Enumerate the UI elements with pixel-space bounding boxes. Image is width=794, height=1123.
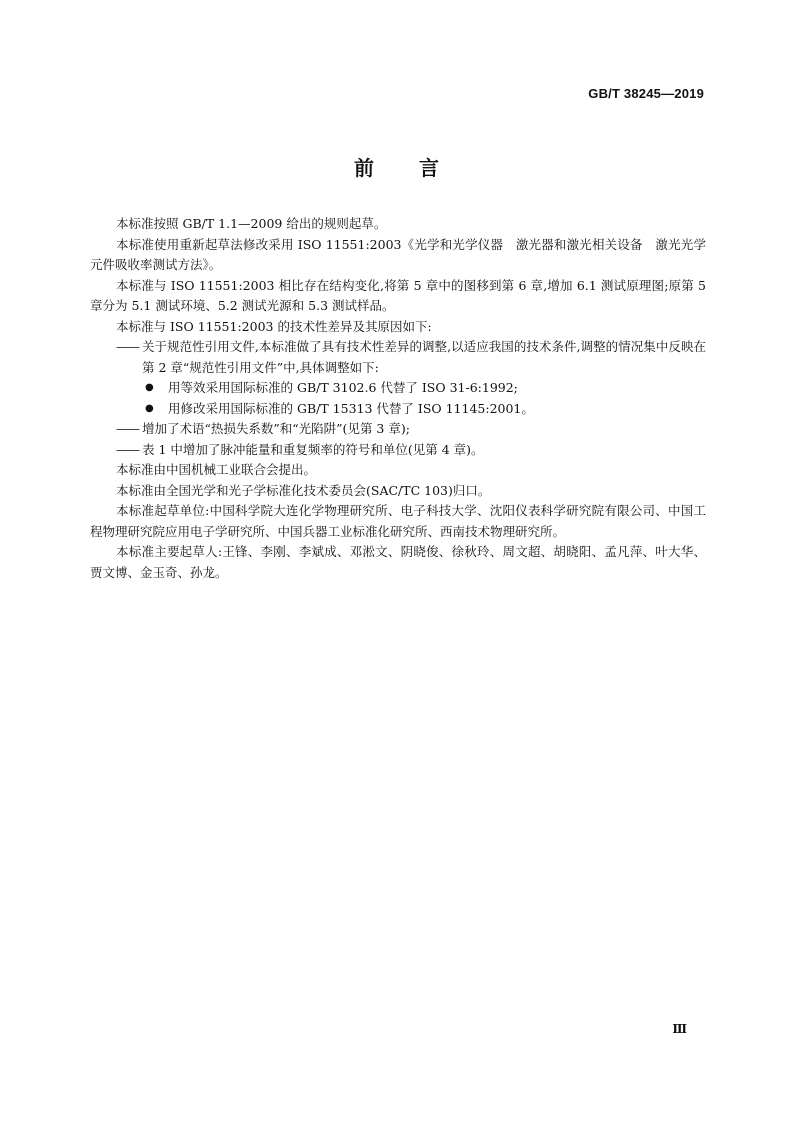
dash-item-text: 增加了术语“热损失系数”和“光陷阱”(见第 3 章); xyxy=(142,421,410,436)
title-char-2: 言 xyxy=(419,156,440,180)
paragraph-drafting-rules: 本标准按照 GB/T 1.1—2009 给出的规则起草。 xyxy=(116,216,387,231)
paragraph-drafters: 本标准主要起草人:王锋、李刚、李斌成、邓淞文、阴晓俊、徐秋玲、周文超、胡晓阳、孟凡萍、叶大华、贾文博、金玉奇、孙龙。 xyxy=(90,544,706,580)
dash-item-normative-references xyxy=(90,337,706,378)
bullet-icon: ● xyxy=(145,382,154,393)
title-char-1: 前 xyxy=(354,156,375,180)
dash-item-terms xyxy=(90,419,706,440)
paragraph-drafting-units: 本标准起草单位:中国科学院大连化学物理研究所、电子科技大学、沈阳仪表科学研究院有限公司、中国工程物理研究院应用电子学研究所、中国兵器工业标准化研究所、西南技术物理研究所。 xyxy=(90,503,706,539)
foreword-body xyxy=(90,214,706,583)
dash-marker: —— xyxy=(116,421,139,436)
standard-code: GB/T 38245—2019 xyxy=(588,86,704,101)
bullet-item-text: 用等效采用国际标准的 GB/T 3102.6 代替了 ISO 31-6:1992; xyxy=(168,380,518,395)
dash-item-text: 表 1 中增加了脉冲能量和重复频率的符号和单位(见第 4 章)。 xyxy=(142,441,484,457)
bullet-item-gbt-3102 xyxy=(90,378,706,399)
dash-marker: —— xyxy=(116,441,139,457)
dash-item-text: 关于规范性引用文件,本标准做了具有技术性差异的调整,以适应我国的技术条件,调整的情况集中反映在第 2 章“规范性引用文件”中,具体调整如下: xyxy=(142,339,706,375)
paragraph-structural-changes: 本标准与 ISO 11551:2003 相比存在结构变化,将第 5 章中的图移到第 6 章,增加 6.1 测试原理图;原第 5 章分为 5.1 测试环境、5.2 测试光源和 5.3 测试样品。 xyxy=(90,277,706,313)
paragraph-technical-differences: 本标准与 ISO 11551:2003 的技术性差异及其原因如下: xyxy=(116,318,432,334)
page-title xyxy=(0,152,794,181)
bullet-icon: ● xyxy=(145,402,154,414)
dash-marker: —— xyxy=(116,339,139,354)
bullet-item-text: 用修改采用国际标准的 GB/T 15313 代替了 ISO 11145:2001。 xyxy=(168,400,534,416)
page-number: Ⅲ xyxy=(672,1022,687,1036)
paragraph-adoption: 本标准使用重新起草法修改采用 ISO 11551:2003《光学和光学仪器 激光器和激光相关设备 激光光学元件吸收率测试方法》。 xyxy=(90,236,706,272)
paragraph-committee: 本标准由全国光学和光子学标准化技术委员会(SAC/TC 103)归口。 xyxy=(116,482,491,498)
paragraph-proposer: 本标准由中国机械工业联合会提出。 xyxy=(116,462,317,477)
dash-item-table-1 xyxy=(90,440,706,461)
bullet-item-gbt-15313 xyxy=(90,399,706,420)
